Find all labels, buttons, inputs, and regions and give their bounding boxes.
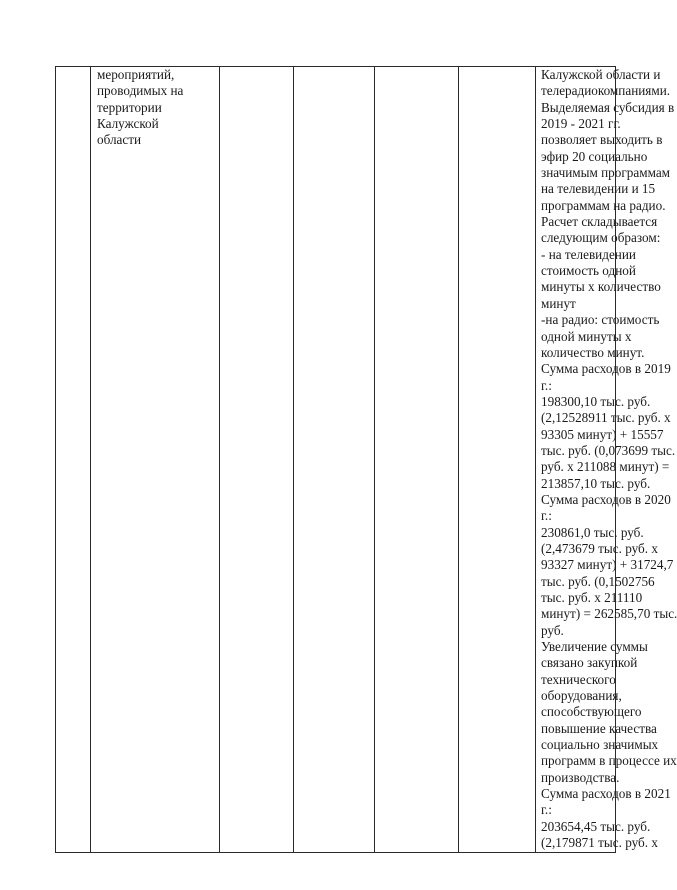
text-line: 2019 - 2021 гг.: [541, 116, 621, 132]
text-line: минут) = 262585,70 тыс.: [541, 606, 677, 622]
text-line: производства.: [541, 769, 620, 785]
text-line: стоимость одной: [541, 263, 636, 279]
text-line: минуты х количество: [541, 279, 661, 295]
text-line: телерадиокомпаниями.: [541, 83, 671, 99]
cell-empty-6: [459, 67, 536, 853]
text-line: мероприятий,: [97, 67, 175, 82]
text-line: количество минут.: [541, 344, 645, 360]
text-line: 93327 минут) + 31724,7: [541, 557, 674, 573]
text-line: Увеличение суммы: [541, 639, 648, 655]
text-line: (2,473679 тыс. руб. х: [541, 540, 658, 556]
text-line: 93305 минут) + 15557: [541, 426, 664, 442]
text-line: Выделяемая субсидия в: [541, 99, 675, 115]
text-line: на телевидении и 15: [541, 181, 656, 197]
text-line: руб. х 211088 минут) =: [541, 459, 670, 475]
text-line: Сумма расходов в 2021: [541, 786, 671, 802]
text-line: Сумма расходов в 2020: [541, 491, 671, 507]
text-line: тыс. руб. х 211110: [541, 590, 643, 605]
text-line: тыс. руб. (0,073699 тыс.: [541, 442, 676, 458]
text-line: территории: [97, 99, 162, 115]
text-line: 213857,10 тыс. руб.: [541, 475, 651, 491]
text-line: связано закупкой: [541, 655, 638, 671]
table-row: [56, 67, 616, 853]
text-line: (2,12528911 тыс. руб. х: [541, 410, 671, 426]
text-line: (2,179871 тыс. руб. х: [541, 835, 658, 851]
text-line: позволяет выходить в: [541, 132, 663, 148]
cell-justification: [536, 67, 677, 853]
text-line: Расчет складывается: [541, 214, 658, 230]
text-line: 230861,0 тыс. руб.: [541, 524, 644, 540]
budget-table: [55, 66, 677, 853]
text-line: проводимых на: [97, 83, 184, 99]
text-line: Калужской области и: [541, 67, 661, 82]
text-line: следующим образом:: [541, 230, 661, 246]
text-line: программам на радио.: [541, 197, 666, 213]
text-line: способствующего: [541, 704, 642, 720]
text-line: оборудования,: [541, 688, 622, 704]
text-line: минут: [541, 295, 576, 311]
text-line: программ в процессе их: [541, 753, 677, 769]
text-line: области: [97, 132, 142, 148]
text-line: -на радио: стоимость: [541, 312, 660, 328]
cell-activity-name: [91, 67, 220, 853]
cell-empty-5: [375, 67, 459, 853]
text-line: социально значимых: [541, 737, 659, 753]
text-line: руб.: [541, 622, 564, 638]
text-line: значимым программам: [541, 165, 671, 181]
text-line: 198300,10 тыс. руб.: [541, 393, 651, 409]
text-line: г.:: [541, 802, 552, 818]
text-line: г.:: [541, 377, 552, 393]
text-line: эфир 20 социально: [541, 148, 648, 164]
text-line: Калужской: [97, 116, 159, 132]
text-line: 203654,45 тыс. руб.: [541, 818, 651, 834]
text-line: повышение качества: [541, 720, 657, 736]
cell-empty-4: [294, 67, 375, 853]
text-line: г.:: [541, 508, 552, 524]
cell-empty-3: [220, 67, 294, 853]
text-line: технического: [541, 671, 616, 687]
text-line: одной минуты х: [541, 328, 632, 344]
cell-number: [56, 67, 91, 853]
text-line: - на телевидении: [541, 246, 636, 262]
text-line: тыс. руб. (0,1502756: [541, 573, 655, 589]
text-line: Сумма расходов в 2019: [541, 361, 671, 377]
